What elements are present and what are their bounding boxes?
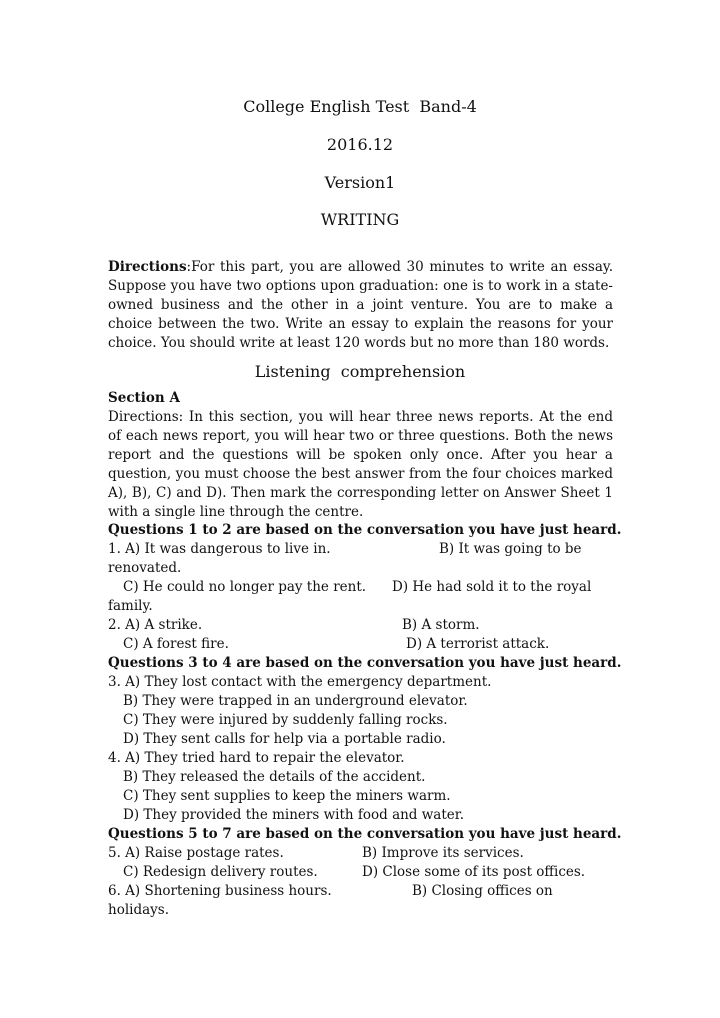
q6-option-b-cont: holidays. [108,902,169,918]
q5-option-c: C) Redesign delivery routes. [123,864,318,880]
directions-label: Directions [108,259,187,275]
q1-option-d: D) He had sold it to the royal [392,579,592,595]
q6-option-b: B) Closing offices on [412,883,553,899]
exam-title: College English Test Band-4 [243,97,477,116]
q1-option-a: 1. A) It was dangerous to live in. [108,541,331,557]
q2-option-d: D) A terrorist attack. [406,636,550,652]
q3-option-b: B) They were trapped in an underground elevator. [123,693,468,709]
q6-option-a: 6. A) Shortening business hours. [108,883,332,899]
q5-option-d: D) Close some of its post offices. [362,864,586,880]
q3-option-a: 3. A) They lost contact with the emergency department. [108,674,492,690]
question-group-3: Questions 5 to 7 are based on the conversation you have just heard. [108,826,622,842]
question-group-2: Questions 3 to 4 are based on the conversation you have just heard. [108,655,622,671]
exam-version: Version1 [324,173,396,192]
q4-option-d: D) They provided the miners with food and water. [123,807,465,823]
writing-directions [108,258,613,353]
section-a-heading: Section A [108,390,180,406]
q3-option-c: C) They were injured by suddenly falling rocks. [123,712,448,728]
question-group-1: Questions 1 to 2 are based on the conversation you have just heard. [108,522,622,538]
q1-option-b-cont: renovated. [108,560,182,576]
q2-option-b: B) A storm. [402,617,480,633]
q4-option-b: B) They released the details of the accident. [123,769,426,785]
q1-option-c: C) He could no longer pay the rent. [123,579,367,595]
listening-heading: Listening comprehension [254,362,466,381]
listening-directions: Directions: In this section, you will hear three news reports. At the end of each news report, you will hear two or three questions. Both the news report and the questions will be spoken only once. After you hear a question, you must choose the best answer from the four choices marked A), B), C) and D). Then mark the corresponding letter on Answer Sheet 1 with a single line through the centre. [108,409,613,520]
q5-option-b: B) Improve its services. [362,845,524,861]
q3-option-d: D) They sent calls for help via a portable radio. [123,731,446,747]
q1-option-d-cont: family. [108,598,153,614]
part-writing-heading: WRITING [320,210,400,229]
directions-text: :For this part, you are allowed 30 minutes to write an essay. Suppose you have two options upon graduation: one is to work in a state-owned business and the other in a joint venture. You are to make a choice between the two. Write an essay to explain the reasons for your choice. You should write at least 120 words but no more than 180 words. [108,259,613,351]
q1-option-b: B) It was going to be [439,541,582,557]
exam-date: 2016.12 [326,135,394,154]
q2-option-c: C) A forest fire. [123,636,229,652]
q5-option-a: 5. A) Raise postage rates. [108,845,284,861]
q4-option-a: 4. A) They tried hard to repair the elevator. [108,750,405,766]
q2-option-a: 2. A) A strike. [108,617,203,633]
q4-option-c: C) They sent supplies to keep the miners warm. [123,788,451,804]
